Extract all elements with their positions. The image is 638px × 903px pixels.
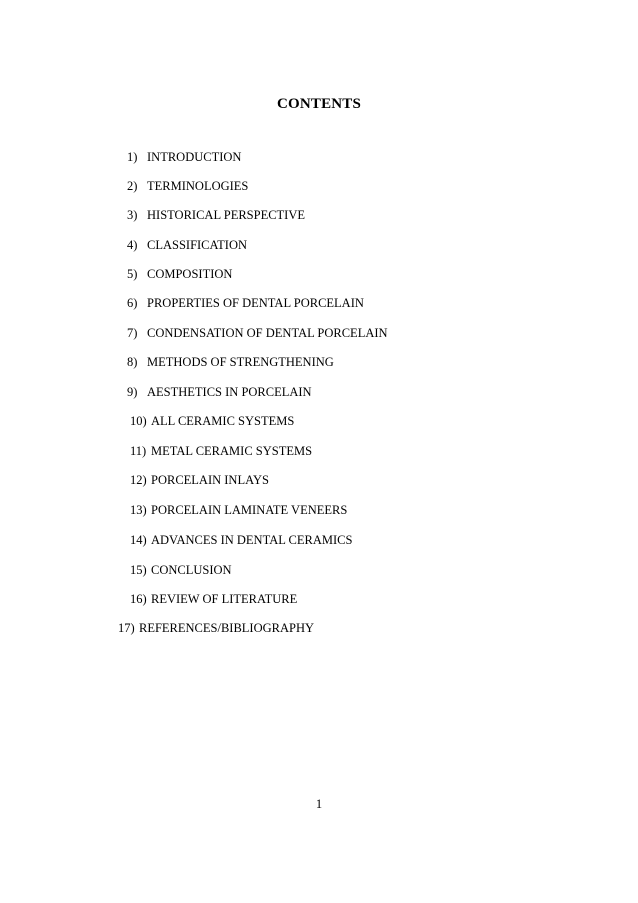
toc-entry-number: 15) — [130, 563, 147, 577]
toc-entry-metal-ceramic — [130, 443, 312, 459]
toc-entry-label: PORCELAIN INLAYS — [151, 473, 269, 487]
toc-entry-label: METHODS OF STRENGTHENING — [147, 355, 334, 369]
toc-entry-laminate-veneers — [130, 502, 347, 518]
toc-entry-number: 9) — [127, 385, 138, 399]
toc-entry-number: 3) — [127, 208, 138, 222]
toc-entry-label: COMPOSITION — [147, 267, 233, 281]
toc-entry-label: REFERENCES/BIBLIOGRAPHY — [139, 621, 315, 635]
toc-entry-number: 6) — [127, 296, 138, 310]
toc-entry-label: PROPERTIES OF DENTAL PORCELAIN — [147, 296, 364, 310]
toc-entry-historical-perspective — [127, 207, 305, 223]
toc-entry-label: CONDENSATION OF DENTAL PORCELAIN — [147, 326, 388, 340]
toc-entry-conclusion — [130, 562, 232, 578]
toc-entry-label: METAL CERAMIC SYSTEMS — [151, 444, 313, 458]
toc-entry-number: 2) — [127, 179, 138, 193]
toc-entry-number: 13) — [130, 503, 147, 517]
toc-entry-label: CONCLUSION — [151, 563, 232, 577]
toc-entry-all-ceramic — [130, 413, 294, 429]
toc-entry-classification — [127, 237, 247, 253]
toc-entry-number: 16) — [130, 592, 147, 606]
toc-entry-condensation — [127, 325, 388, 341]
toc-entry-advances — [130, 532, 352, 548]
toc-entry-label: ALL CERAMIC SYSTEMS — [151, 414, 295, 428]
toc-entry-composition — [127, 266, 232, 282]
toc-entry-label: PORCELAIN LAMINATE VENEERS — [151, 503, 348, 517]
toc-entry-label: TERMINOLOGIES — [147, 179, 249, 193]
toc-entry-aesthetics — [127, 384, 312, 400]
toc-entry-label: REVIEW OF LITERATURE — [151, 592, 298, 606]
toc-entry-number: 17) — [118, 621, 135, 635]
toc-entry-terminologies — [127, 178, 248, 194]
toc-entry-number: 4) — [127, 238, 138, 252]
toc-entry-number: 7) — [127, 326, 138, 340]
toc-entry-label: HISTORICAL PERSPECTIVE — [147, 208, 306, 222]
toc-entry-label: CLASSIFICATION — [147, 238, 248, 252]
toc-entry-properties — [127, 295, 364, 311]
toc-entry-number: 5) — [127, 267, 138, 281]
toc-entry-porcelain-inlays — [130, 472, 269, 488]
toc-entry-strengthening — [127, 354, 334, 370]
toc-entry-review — [130, 591, 297, 607]
page-title: CONTENTS — [276, 96, 362, 112]
toc-entry-introduction — [127, 149, 241, 165]
toc-entry-number: 10) — [130, 414, 147, 428]
toc-entry-references — [118, 620, 314, 636]
toc-entry-number: 12) — [130, 473, 147, 487]
toc-entry-number: 14) — [130, 533, 147, 547]
toc-entry-label: ADVANCES IN DENTAL CERAMICS — [151, 533, 353, 547]
toc-entry-number: 11) — [130, 444, 147, 458]
page-number: 1 — [315, 797, 323, 811]
toc-entry-number: 8) — [127, 355, 138, 369]
toc-entry-label: AESTHETICS IN PORCELAIN — [147, 385, 312, 399]
toc-entry-label: INTRODUCTION — [147, 150, 242, 164]
toc-entry-number: 1) — [127, 150, 138, 164]
